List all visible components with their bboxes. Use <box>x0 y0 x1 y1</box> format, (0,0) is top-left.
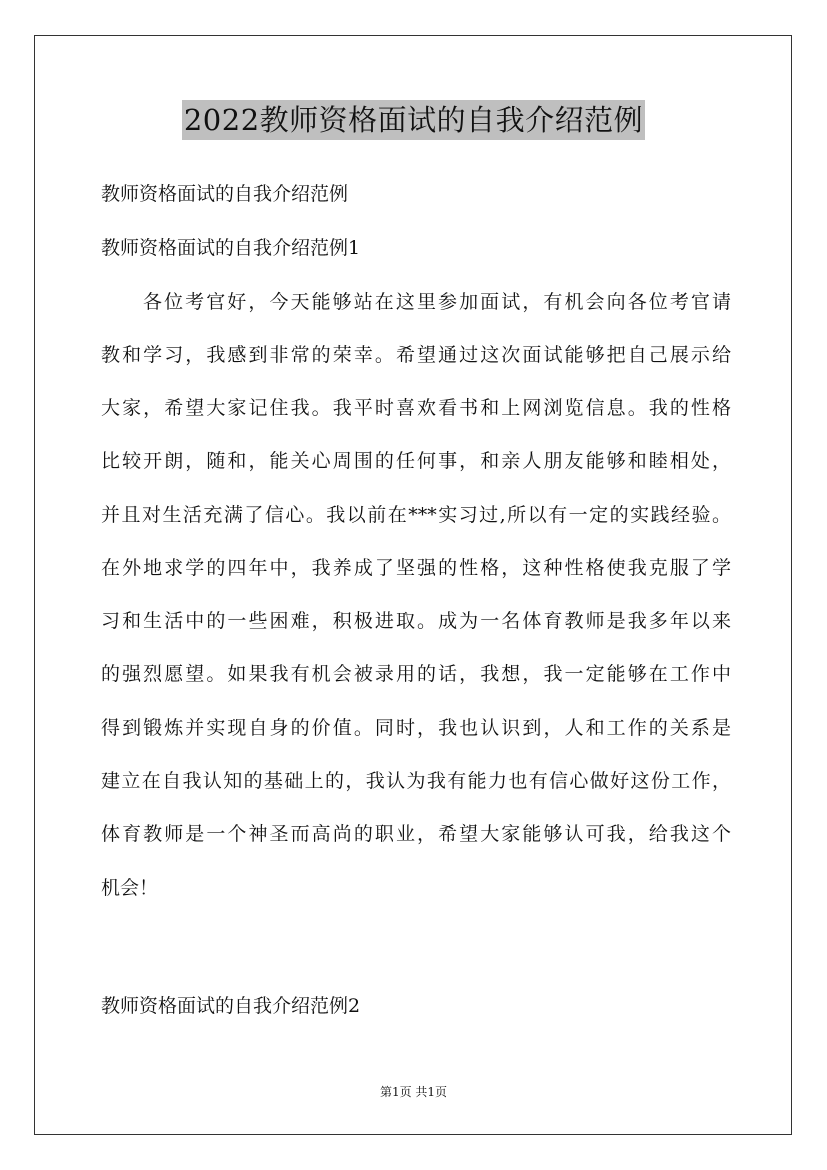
document-title-text: 2022教师资格面试的自我介绍范例 <box>182 100 645 140</box>
section-heading: 教师资格面试的自我介绍范例 <box>101 183 349 205</box>
document-title <box>0 100 827 140</box>
paragraph-line: 各位考官好，今天能够站在这里参加面试，有机会向各位考官请 <box>143 291 731 313</box>
paragraph-line: 得到锻炼并实现自身的价值。同时，我也认识到，人和工作的关系是 <box>101 717 731 739</box>
paragraph-line: 的强烈愿望。如果我有机会被录用的话，我想，我一定能够在工作中 <box>101 663 731 685</box>
example1-heading: 教师资格面试的自我介绍范例1 <box>101 237 361 259</box>
example2-heading: 教师资格面试的自我介绍范例2 <box>101 995 361 1017</box>
paragraph-line: 建立在自我认知的基础上的，我认为我有能力也有信心做好这份工作， <box>101 770 731 792</box>
page-footer <box>0 1083 827 1101</box>
paragraph-line: 大家，希望大家记住我。我平时喜欢看书和上网浏览信息。我的性格 <box>101 397 731 419</box>
paragraph-line: 机会！ <box>101 877 159 899</box>
paragraph-line: 在外地求学的四年中，我养成了坚强的性格，这种性格使我克服了学 <box>101 557 731 579</box>
paragraph-line: 并且对生活充满了信心。我以前在***实习过,所以有一定的实践经验。 <box>101 504 731 526</box>
paragraph-line: 体育教师是一个神圣而高尚的职业，希望大家能够认可我，给我这个 <box>101 823 731 845</box>
paragraph-line: 教和学习，我感到非常的荣幸。希望通过这次面试能够把自己展示给 <box>101 344 731 366</box>
paragraph-line: 习和生活中的一些困难，积极进取。成为一名体育教师是我多年以来 <box>101 610 731 632</box>
page-number: 第1页 共1页 <box>379 1085 448 1099</box>
paragraph-line: 比较开朗，随和，能关心周围的任何事，和亲人朋友能够和睦相处， <box>101 450 731 472</box>
